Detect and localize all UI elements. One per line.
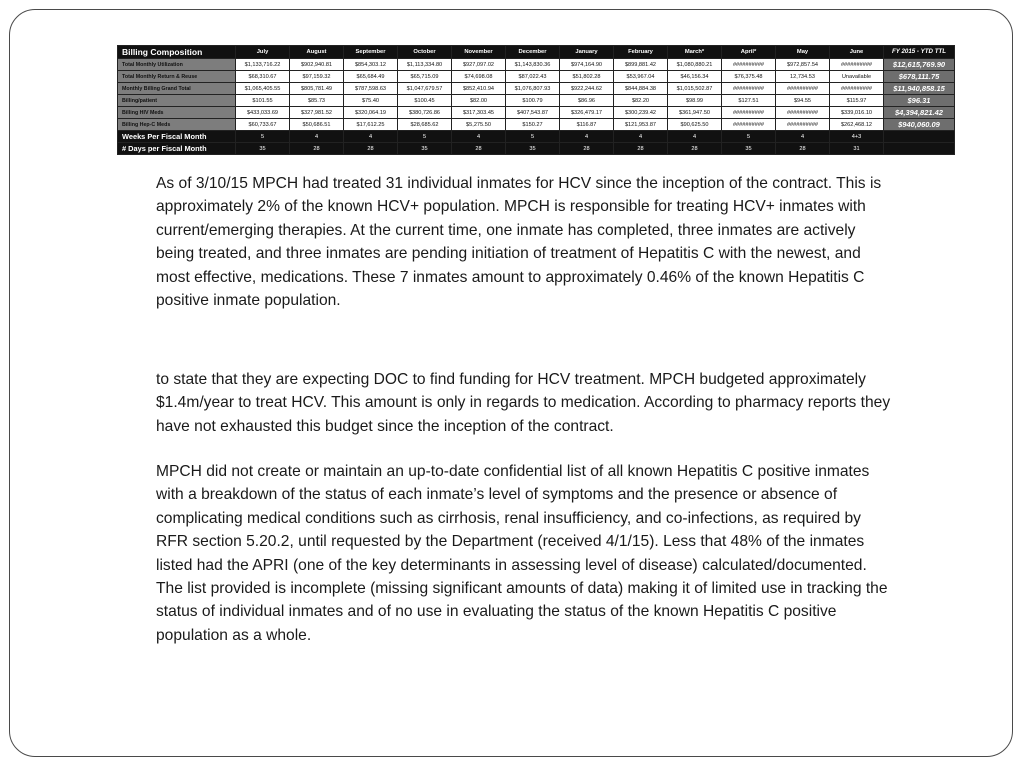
- table-cell: $927,097.02: [452, 59, 506, 71]
- table-cell: Unavailable: [830, 71, 884, 83]
- table-cell: $65,715.09: [398, 71, 452, 83]
- table-cell: 35: [236, 143, 290, 155]
- table-cell: $1,015,502.87: [668, 83, 722, 95]
- table-cell: $380,726.86: [398, 107, 452, 119]
- table-row: [118, 119, 955, 131]
- ytd-cell: $11,940,858.15: [884, 83, 955, 95]
- table-cell: 28: [776, 143, 830, 155]
- table-cell: $60,733.67: [236, 119, 290, 131]
- table-cell: $51,802.28: [560, 71, 614, 83]
- row-label: Total Monthly Utilization: [118, 59, 236, 71]
- table-cell: $127.51: [722, 95, 776, 107]
- month-header: April*: [722, 46, 776, 59]
- table-cell: $17,612.25: [344, 119, 398, 131]
- month-header: September: [344, 46, 398, 59]
- table-cell: 12,734.53: [776, 71, 830, 83]
- row-label: Total Monthly Return & Reuse: [118, 71, 236, 83]
- table-cell: 28: [452, 143, 506, 155]
- table-row: [118, 95, 955, 107]
- table-cell: $844,884.38: [614, 83, 668, 95]
- month-header: March*: [668, 46, 722, 59]
- table-cell: $922,244.62: [560, 83, 614, 95]
- paragraph-hcv-treatment: As of 3/10/15 MPCH had treated 31 individual inmates for HCV since the inception of the contract. This is approximately 2% of the known HCV+ population. MPCH is responsible for treating HCV+ inmates with current/emerging therapies. At the current time, one inmate has completed, three inmates are actively being treated, and three inmates are pending initiation of treatment of Hepatitis C with the newest, and most effective, medications. These 7 inmates amount to approximately 0.46% of the known Hepatitis C positive inmate population.: [156, 175, 882, 310]
- ytd-header: FY 2015 - YTD TTL: [884, 46, 955, 59]
- table-cell: $327,981.52: [290, 107, 344, 119]
- table-cell: ##########: [722, 107, 776, 119]
- blank-cell: [884, 143, 955, 155]
- table-cell: 4: [614, 131, 668, 143]
- table-cell: $902,940.81: [290, 59, 344, 71]
- table-cell: 4+3: [830, 131, 884, 143]
- table-cell: $407,543.87: [506, 107, 560, 119]
- table-cell: $317,303.45: [452, 107, 506, 119]
- table-header-row: [118, 46, 955, 59]
- table-cell: $50,686.51: [290, 119, 344, 131]
- table-cell: 5: [506, 131, 560, 143]
- days-row: [118, 143, 955, 155]
- ytd-cell: $678,111.75: [884, 71, 955, 83]
- weeks-row: [118, 131, 955, 143]
- table-cell: $1,143,830.36: [506, 59, 560, 71]
- table-cell: $805,781.49: [290, 83, 344, 95]
- row-label: Billing Hep-C Meds: [118, 119, 236, 131]
- table-cell: $361,947.50: [668, 107, 722, 119]
- table-cell: $320,064.19: [344, 107, 398, 119]
- table-cell: $972,857.54: [776, 59, 830, 71]
- table-cell: $82.00: [452, 95, 506, 107]
- ytd-cell: $96.31: [884, 95, 955, 107]
- table-cell: $1,047,679.57: [398, 83, 452, 95]
- month-header: October: [398, 46, 452, 59]
- table-cell: $94.55: [776, 95, 830, 107]
- table-cell: ##########: [722, 59, 776, 71]
- month-header: December: [506, 46, 560, 59]
- table-cell: 28: [290, 143, 344, 155]
- table-cell: $300,239.42: [614, 107, 668, 119]
- table-cell: ##########: [776, 119, 830, 131]
- table-cell: $787,598.63: [344, 83, 398, 95]
- table-cell: $150.27: [506, 119, 560, 131]
- table-cell: 4: [560, 131, 614, 143]
- table-cell: 5: [236, 131, 290, 143]
- table-cell: 28: [668, 143, 722, 155]
- ytd-cell: $12,615,769.90: [884, 59, 955, 71]
- row-label: Billing HIV Meds: [118, 107, 236, 119]
- table-cell: $116.87: [560, 119, 614, 131]
- table-cell: $1,065,405.55: [236, 83, 290, 95]
- table-cell: $97,159.32: [290, 71, 344, 83]
- table-cell: ##########: [722, 119, 776, 131]
- table-cell: 28: [614, 143, 668, 155]
- table-cell: 28: [344, 143, 398, 155]
- table-cell: 4: [668, 131, 722, 143]
- table-cell: $433,033.69: [236, 107, 290, 119]
- row-label: # Days per Fiscal Month: [118, 143, 236, 155]
- table-cell: $85.73: [290, 95, 344, 107]
- table-cell: $28,685.62: [398, 119, 452, 131]
- table-cell: $82.20: [614, 95, 668, 107]
- month-header: May: [776, 46, 830, 59]
- table-cell: $101.55: [236, 95, 290, 107]
- table-cell: $121,953.87: [614, 119, 668, 131]
- blank-cell: [884, 131, 955, 143]
- table-cell: 35: [398, 143, 452, 155]
- table-cell: $1,080,880.21: [668, 59, 722, 71]
- table-cell: $854,303.12: [344, 59, 398, 71]
- table-cell: $5,275.50: [452, 119, 506, 131]
- table-cell: $87,022.43: [506, 71, 560, 83]
- table-cell: $852,410.94: [452, 83, 506, 95]
- table-cell: $326,479.17: [560, 107, 614, 119]
- table-cell: 4: [776, 131, 830, 143]
- table-cell: 5: [722, 131, 776, 143]
- table-cell: $90,625.50: [668, 119, 722, 131]
- ytd-cell: $940,060.09: [884, 119, 955, 131]
- table-cell: $86.96: [560, 95, 614, 107]
- table-cell: $68,310.67: [236, 71, 290, 83]
- table-cell: 4: [290, 131, 344, 143]
- table-cell: $339,016.10: [830, 107, 884, 119]
- month-header: June: [830, 46, 884, 59]
- table-cell: 35: [506, 143, 560, 155]
- table-cell: $100.45: [398, 95, 452, 107]
- table-cell: ##########: [722, 83, 776, 95]
- table-cell: $53,967.04: [614, 71, 668, 83]
- table-cell: 4: [344, 131, 398, 143]
- table-row: [118, 83, 955, 95]
- table-cell: $46,156.34: [668, 71, 722, 83]
- table-cell: $1,076,807.93: [506, 83, 560, 95]
- billing-composition-table: [117, 45, 955, 155]
- table-cell: $974,164.90: [560, 59, 614, 71]
- table-cell: ##########: [830, 59, 884, 71]
- paragraph-hcv-list: MPCH did not create or maintain an up-to-date confidential list of all known Hepatitis C positive inmates with a breakdown of the status of each inmate’s level of symptoms and the presence or absence of complicating medical conditions such as cirrhosis, renal insufficiency, and co-infections, as required by RFR section 5.20.2, until requested by the Department (received 4/1/15). Less that 48% of the inmates listed had the APRI (one of the key determinants in assessing level of disease) calculated/documented. The list provided is incomplete (missing significant amounts of data) making it of limited use in tracking the status of individual inmates and of no use in evaluating the status of the known Hepatitis C positive population as a whole.: [156, 463, 888, 644]
- month-header: August: [290, 46, 344, 59]
- table-cell: $1,133,716.22: [236, 59, 290, 71]
- table-cell: $100.79: [506, 95, 560, 107]
- table-cell: $98.99: [668, 95, 722, 107]
- month-header: January: [560, 46, 614, 59]
- month-header: July: [236, 46, 290, 59]
- table-cell: $76,375.48: [722, 71, 776, 83]
- table-cell: $899,881.42: [614, 59, 668, 71]
- table-cell: $262,468.12: [830, 119, 884, 131]
- table-cell: 35: [722, 143, 776, 155]
- paragraph-hcv-budget: to state that they are expecting DOC to find funding for HCV treatment. MPCH budgeted approximately $1.4m/year to treat HCV. This amount is only in regards to medication. According to pharmacy reports they have not exhausted this budget since the inception of the contract.: [156, 371, 891, 435]
- table-cell: $1,113,334.80: [398, 59, 452, 71]
- ytd-cell: $4,394,821.42: [884, 107, 955, 119]
- table-cell: 4: [452, 131, 506, 143]
- row-label: Billing/patient: [118, 95, 236, 107]
- table-corner-label: Billing Composition: [118, 46, 236, 59]
- table-cell: ##########: [776, 83, 830, 95]
- table-cell: $115.97: [830, 95, 884, 107]
- table-cell: 31: [830, 143, 884, 155]
- table-cell: $75.40: [344, 95, 398, 107]
- table-body: [118, 59, 955, 155]
- table-cell: $74,698.08: [452, 71, 506, 83]
- table-cell: 28: [560, 143, 614, 155]
- table-cell: 5: [398, 131, 452, 143]
- table-cell: ##########: [830, 83, 884, 95]
- row-label: Weeks Per Fiscal Month: [118, 131, 236, 143]
- table-row: [118, 71, 955, 83]
- table-row: [118, 107, 955, 119]
- table-row: [118, 59, 955, 71]
- table-cell: ##########: [776, 107, 830, 119]
- row-label: Monthly Billing Grand Total: [118, 83, 236, 95]
- table-cell: $65,684.49: [344, 71, 398, 83]
- month-header: November: [452, 46, 506, 59]
- month-header: February: [614, 46, 668, 59]
